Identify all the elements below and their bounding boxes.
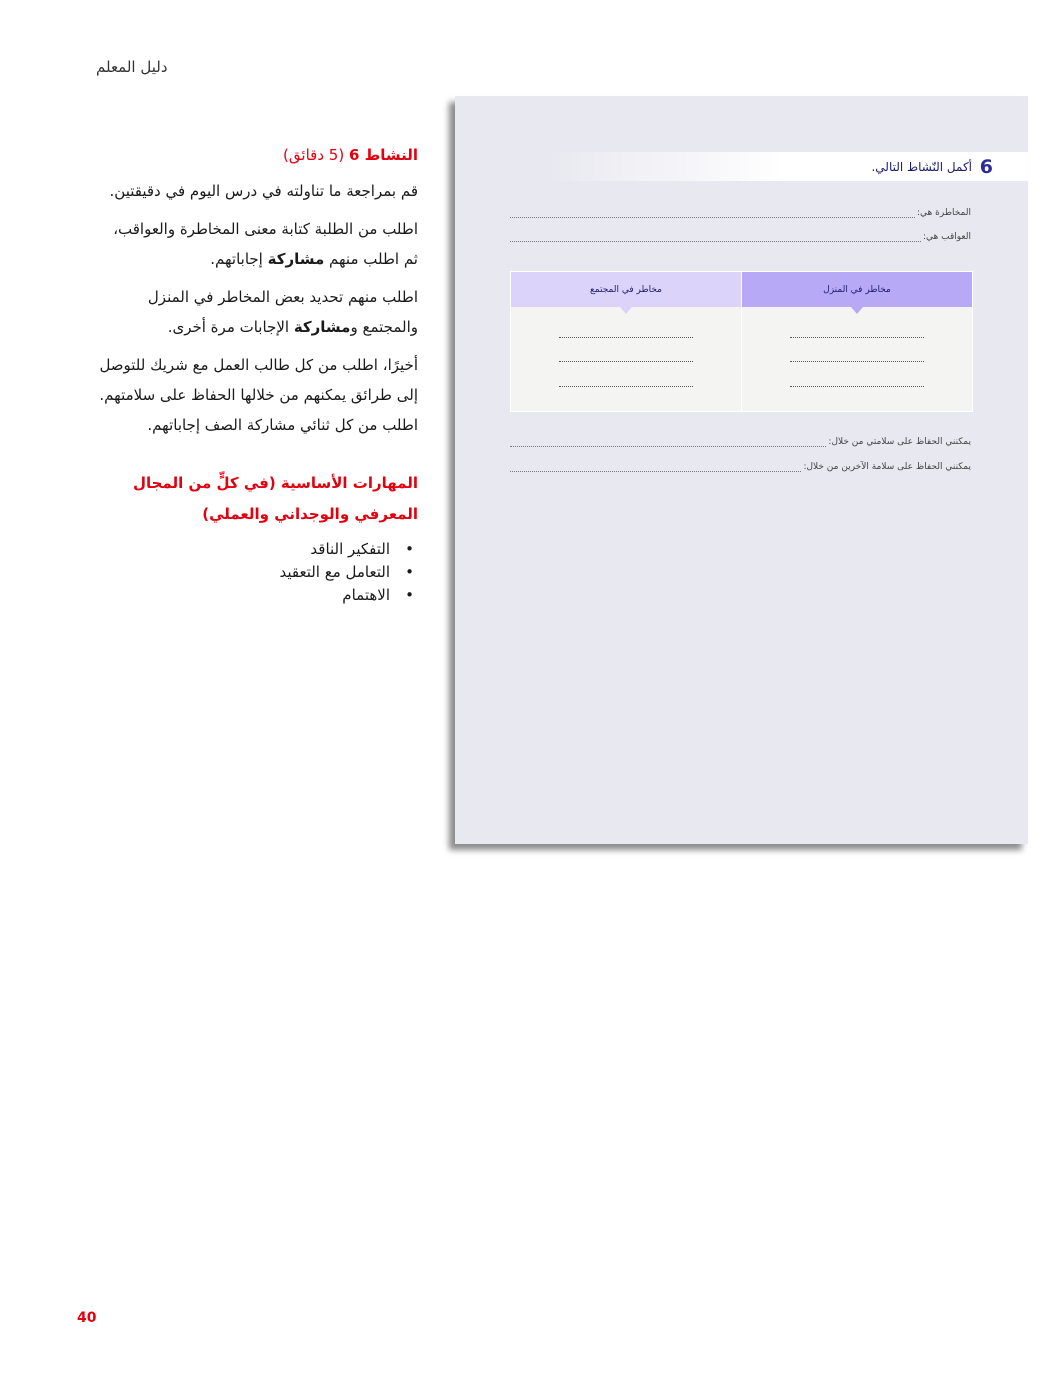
keep-myself-safe-line [510, 431, 971, 447]
answer-dotted-line [559, 361, 693, 362]
activity-number: 6 [979, 156, 993, 178]
home-risks-column [742, 272, 972, 411]
answer-dotted-line [510, 229, 921, 242]
workbook-page-preview [455, 96, 1028, 844]
skills-heading: المهارات الأساسية (في كلٍّ من المجال المعرفي والوجداني والعملي) [132, 474, 418, 523]
activity-instruction: أكمل النّشاط التالي. [871, 160, 972, 174]
consequences-label: العواقب هي: [922, 232, 971, 242]
risk-definition-line [510, 202, 971, 218]
consequences-definition-line [510, 226, 971, 242]
list-item: • التفكير الناقد [96, 538, 390, 561]
guide-text: الإجابات مرة أخرى. [167, 318, 294, 336]
answer-dotted-line [559, 386, 693, 387]
guide-paragraph-review: قم بمراجعة ما تناولته في درس اليوم في دقيقتين. [109, 182, 418, 200]
keep-others-safe-label: يمكنني الحفاظ على سلامة الآخرين من خلال: [803, 462, 971, 472]
page-number: 40 [77, 1310, 97, 1326]
answer-dotted-line [510, 459, 801, 472]
guide-bold-text: مشاركة [293, 318, 351, 336]
answer-dotted-line [510, 205, 915, 218]
list-item: • التعامل مع التعقيد [96, 561, 390, 584]
guide-text: إجاباتهم. [210, 250, 268, 268]
activity-heading [96, 140, 418, 170]
answer-dotted-line [790, 337, 924, 338]
activity-label: النشاط 6 [348, 146, 418, 164]
page-header-title: دليل المعلم [96, 58, 168, 76]
community-risks-header: مخاطر في المجتمع [511, 272, 741, 307]
guide-paragraph-partners: أخيرًا، اطلب من كل طالب العمل مع شريك للتوصل إلى طرائق يمكنهم من خلالها الحفاظ على سلامتهم. اطلب من كل ثنائي مشاركة الصف إجاباتهم. [99, 356, 418, 434]
home-risks-header: مخاطر في المنزل [742, 272, 972, 307]
list-item: • الاهتمام [96, 584, 390, 607]
answer-dotted-line [559, 337, 693, 338]
keep-myself-safe-label: يمكنني الحفاظ على سلامتي من خلال: [828, 437, 971, 447]
community-risks-column [511, 272, 742, 411]
answer-dotted-line [790, 361, 924, 362]
guide-paragraph-definitions [96, 214, 418, 274]
keep-others-safe-line [510, 456, 971, 472]
risks-table [510, 271, 973, 412]
guide-text: اطلب منهم تحديد بعض المخاطر في المنزل والمجتمع و [147, 288, 418, 336]
risk-label: المخاطرة هي: [917, 208, 971, 218]
activity-duration: (5 دقائق) [283, 146, 345, 164]
teacher-guide-column [96, 140, 418, 607]
guide-text: اطلب من الطلبة كتابة معنى المخاطرة والعواقب، ثم اطلب منهم [113, 220, 418, 268]
skills-list [96, 538, 418, 607]
guide-bold-text: مشاركة [267, 250, 325, 268]
answer-dotted-line [790, 386, 924, 387]
answer-dotted-line [510, 434, 826, 447]
guide-paragraph-risks [96, 282, 418, 342]
